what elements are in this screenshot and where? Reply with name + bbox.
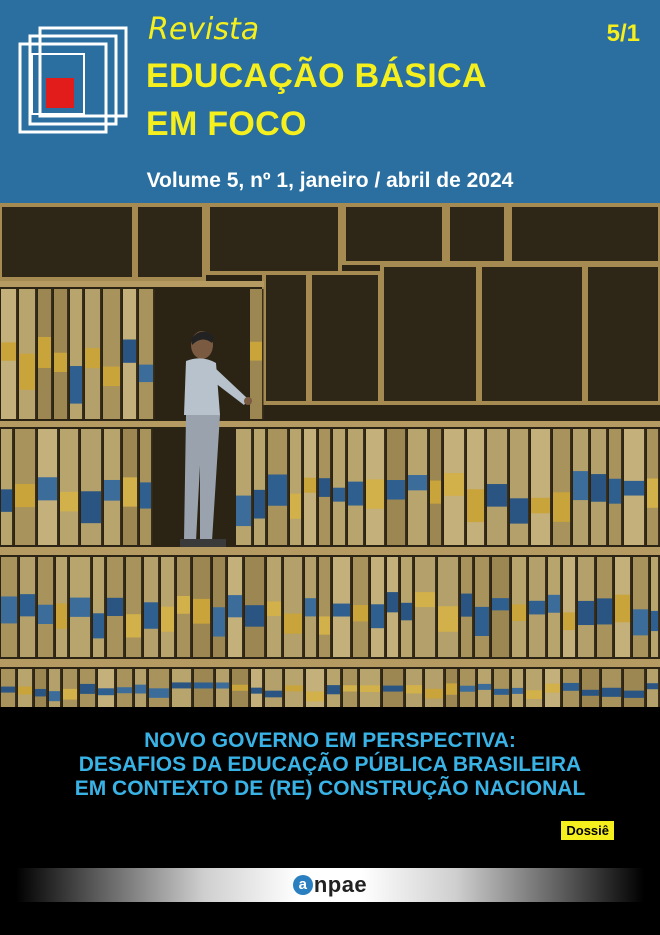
issue-code: 5/1: [606, 20, 640, 47]
cover-header: [0, 0, 660, 203]
publisher-bar: [16, 868, 644, 902]
dossier-theme-line3: EM CONTEXTO DE (RE) CONSTRUÇÃO NACIONAL: [74, 777, 586, 800]
journal-kicker: Revista: [148, 12, 260, 47]
dossier-theme-line1: NOVO GOVERNO EM PERSPECTIVA:: [144, 729, 516, 752]
journal-title-line2: EM FOCO: [146, 105, 307, 143]
publisher-logo: [16, 868, 644, 902]
volume-info: Volume 5, nº 1, janeiro / abril de 2024: [146, 169, 514, 192]
section-badge: Dossiê: [561, 821, 614, 840]
journal-logo-icon: [18, 26, 128, 136]
dossier-theme-line2: DESAFIOS DA EDUCAÇÃO PÚBLICA BRASILEIRA: [78, 753, 582, 776]
archive-shelves-illustration: [0, 203, 660, 707]
journal-title-line1: EDUCAÇÃO BÁSICA: [146, 57, 487, 95]
publisher-logo-letter: a: [293, 875, 313, 895]
publisher-name: npae: [313, 872, 368, 897]
cover-bottom: [0, 707, 660, 935]
dossier-theme: [0, 729, 660, 801]
